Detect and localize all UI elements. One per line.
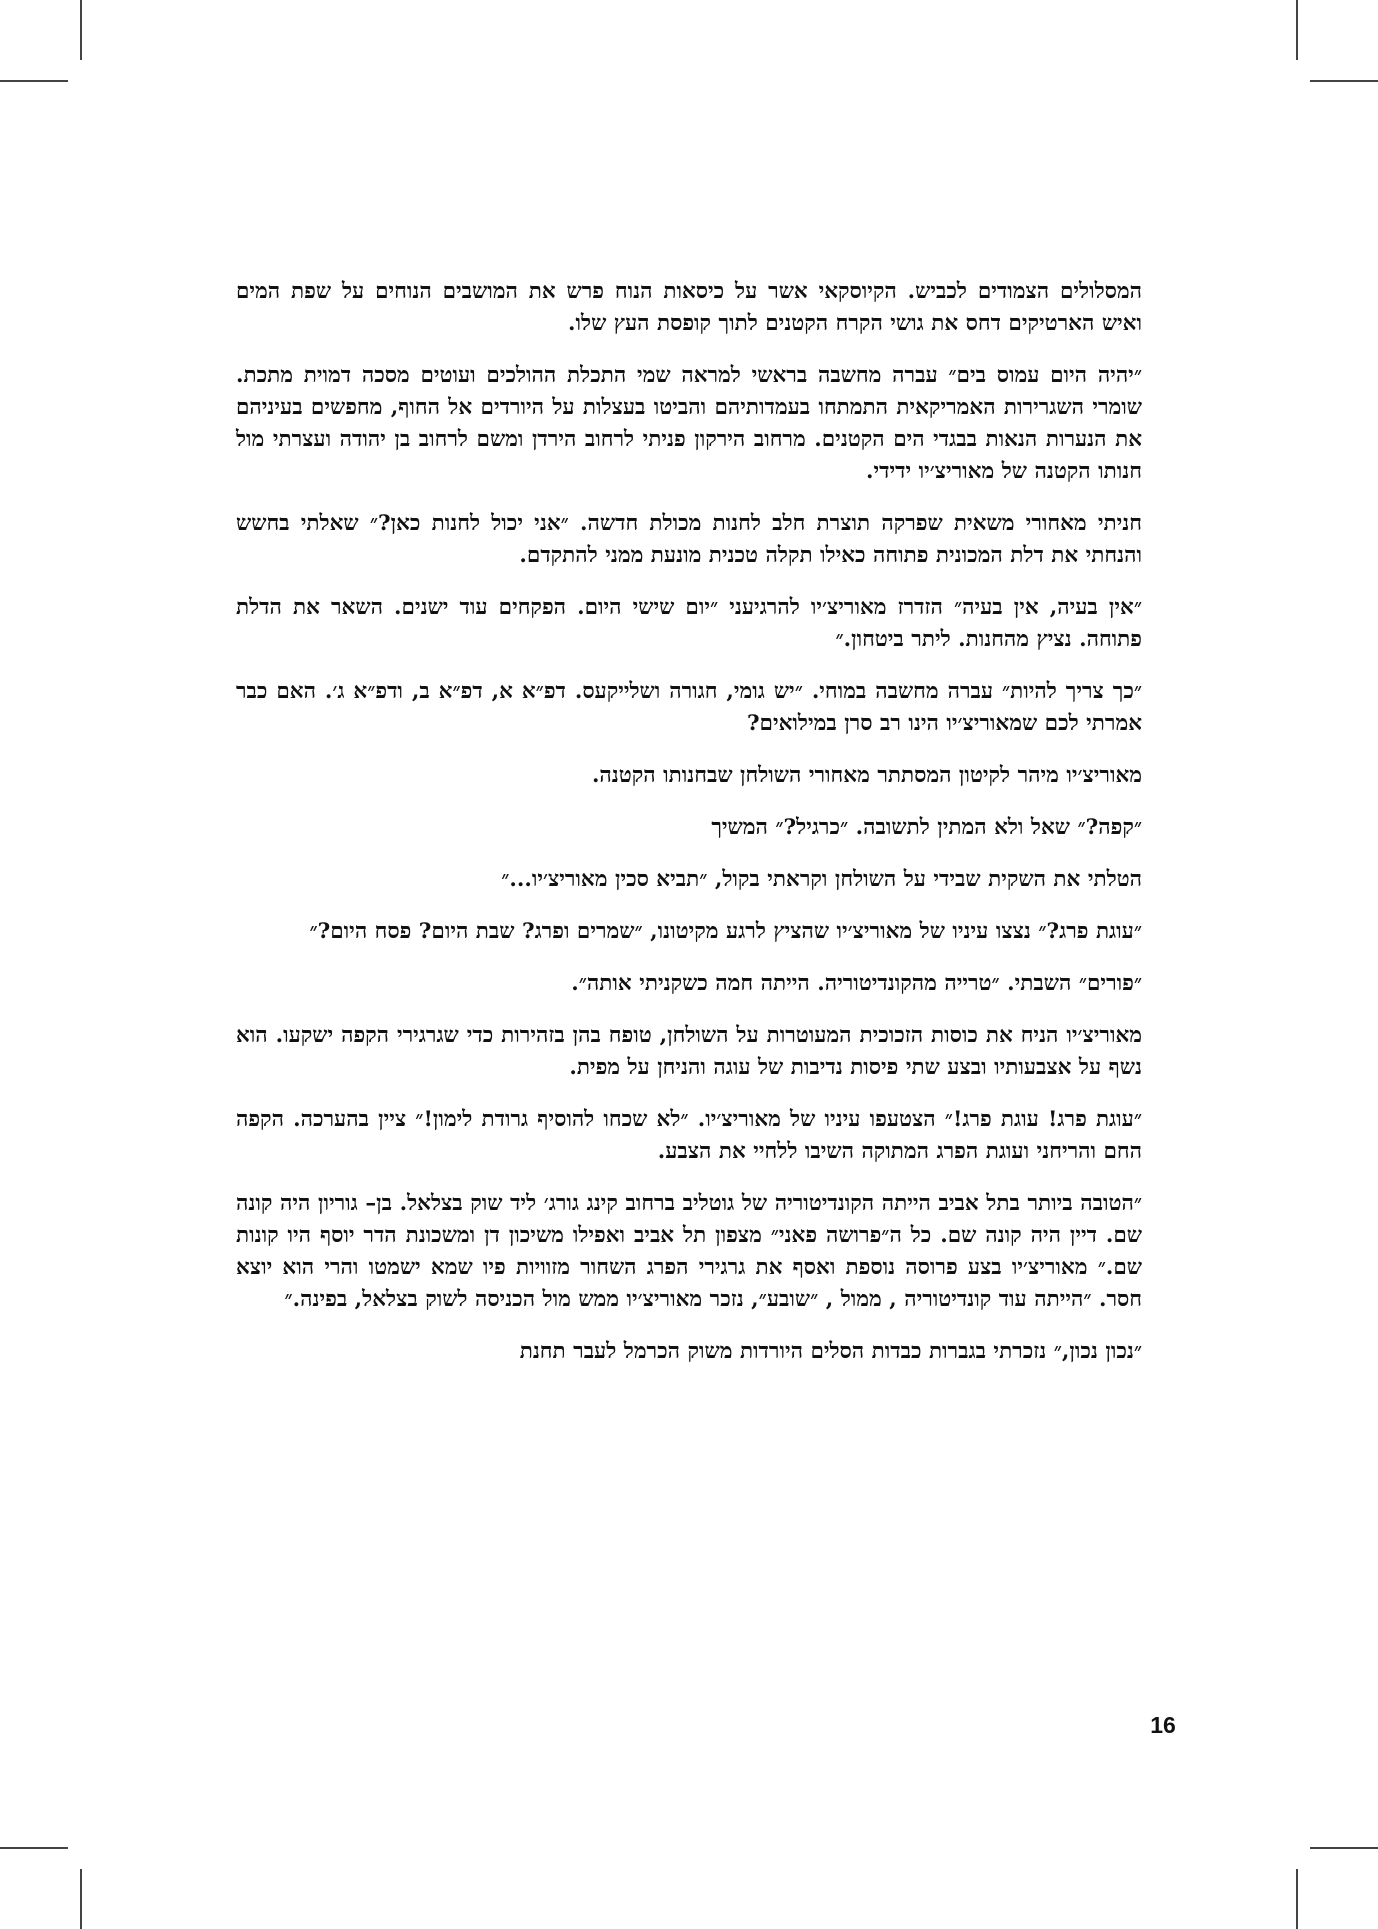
paragraph: הטלתי את השקית שבידי על השולחן וקראתי בקול, ״תביא סכין מאוריצ׳יו...״ bbox=[501, 867, 1142, 892]
page-number: 16 bbox=[1150, 1712, 1176, 1738]
crop-mark-top-right-horizontal bbox=[1310, 80, 1378, 82]
crop-mark-bottom-right-horizontal bbox=[1310, 1847, 1378, 1849]
crop-mark-bottom-left-horizontal bbox=[0, 1847, 68, 1849]
crop-mark-bottom-right-vertical bbox=[1296, 1869, 1298, 1929]
crop-mark-bottom-left-vertical bbox=[80, 1869, 82, 1929]
paragraph: ״נכון נכון,״ נזכרתי בגברות כבדות הסלים היורדות משוק הכרמל לעבר תחנת bbox=[519, 1339, 1142, 1364]
crop-mark-top-right-vertical bbox=[1296, 0, 1298, 60]
paragraph: ״יהיה היום עמוס בים״ עברה מחשבה בראשי למראה שמי התכלת ההולכים ועוטים מסכה דמוית מתכת. שומרי השגרירות האמריקאית התמתחו בעמדותיהם והביטו בעצלות על היורדים אל החוף, מחפשים בעיניהם את הנערות הנאות בבגדי הים הקטנים. מרחוב הירקון פניתי לרחוב הירדן ומשם לרחוב בן יהודה ועצרתי מול חנותו הקטנה של מאוריצ׳יו ידידי. bbox=[236, 363, 1142, 484]
paragraph: ״כך צריך להיות״ עברה מחשבה במוחי. ״יש גומי, חגורה ושלייקעס. דפ״א א, דפ״א ב, ודפ״א ג׳. האם כבר אמרתי לכם שמאוריצ׳יו הינו רב סרן במילואים? bbox=[236, 679, 1142, 736]
paragraph: מאוריצ׳יו הניח את כוסות הזכוכית המעוטרות על השולחן, טופח בהן בזהירות כדי שגרגירי הקפה ישקעו. הוא נשף על אצבעותיו ובצע שתי פיסות נדיבות של עוגה והניחן על מפית. bbox=[236, 1023, 1142, 1080]
paragraph: ״עוגת פרג?״ נצצו עיניו של מאוריצ׳יו שהציץ לרגע מקיטונו, ״שמרים ופרג? שבת היום? פסח היום?״ bbox=[309, 919, 1142, 944]
crop-mark-top-left-horizontal bbox=[0, 80, 68, 82]
paragraph: מאוריצ׳יו מיהר לקיטון המסתתר מאחורי השולחן שבחנותו הקטנה. bbox=[591, 763, 1142, 788]
paragraph: ״עוגת פרג! עוגת פרג!״ הצטעפו עיניו של מאוריצ׳יו. ״לא שכחו להוסיף גרודת לימון!״ ציין בהערכה. הקפה החם והריחני ועוגת הפרג המתוקה השיבו ללחיי את הצבע. bbox=[236, 1107, 1142, 1164]
paragraph: המסלולים הצמודים לכביש. הקיוסקאי אשר על כיסאות הנוח פרש את המושבים הנוחים על שפת המים ואיש הארטיקים דחס את גושי הקרח הקטנים לתוך קופסת העץ שלו. bbox=[236, 279, 1142, 336]
paragraph: ״אין בעיה, אין בעיה״ הזדרז מאוריצ׳יו להרגיעני ״יום שישי היום. הפקחים עוד ישנים. השאר את הדלת פתוחה. נציץ מהחנות. ליתר ביטחון.״ bbox=[236, 595, 1142, 652]
paragraph: ״קפה?״ שאל ולא המתין לתשובה. ״כרגיל?״ המשיך bbox=[711, 815, 1142, 840]
paragraph: ״הטובה ביותר בתל אביב הייתה הקונדיטוריה של גוטליב ברחוב קינג גורג׳ ליד שוק בצלאל. בן– גוריון היה קונה שם. דיין היה קונה שם. כל ה״פרושה פאני״ מצפון תל אביב ואפילו משיכון דן ומשכונת הדר יוסף היו קונות שם.״ מאוריצ׳יו בצע פרוסה נוספת ואסף את גרגירי הפרג השחור מזוויות פיו שמא ישמטו והרי הוא יוצא חסר. ״הייתה עוד קונדיטוריה , ממול , ״שובע״, נזכר מאוריצ׳יו ממש מול הכניסה לשוק בצלאל, בפינה.״ bbox=[236, 1191, 1143, 1312]
paragraph: ״פורים״ השבתי. ״טרייה מהקונדיטוריה. הייתה חמה כשקניתי אותה״. bbox=[571, 971, 1142, 996]
crop-mark-top-left-vertical bbox=[80, 0, 82, 60]
paragraph: חניתי מאחורי משאית שפרקה תוצרת חלב לחנות מכולת חדשה. ״אני יכול לחנות כאן?״ שאלתי בחשש והנחתי את דלת המכונית פתוחה כאילו תקלה טכנית מונעת ממני להתקדם. bbox=[236, 511, 1142, 568]
body-text bbox=[236, 276, 1142, 1388]
